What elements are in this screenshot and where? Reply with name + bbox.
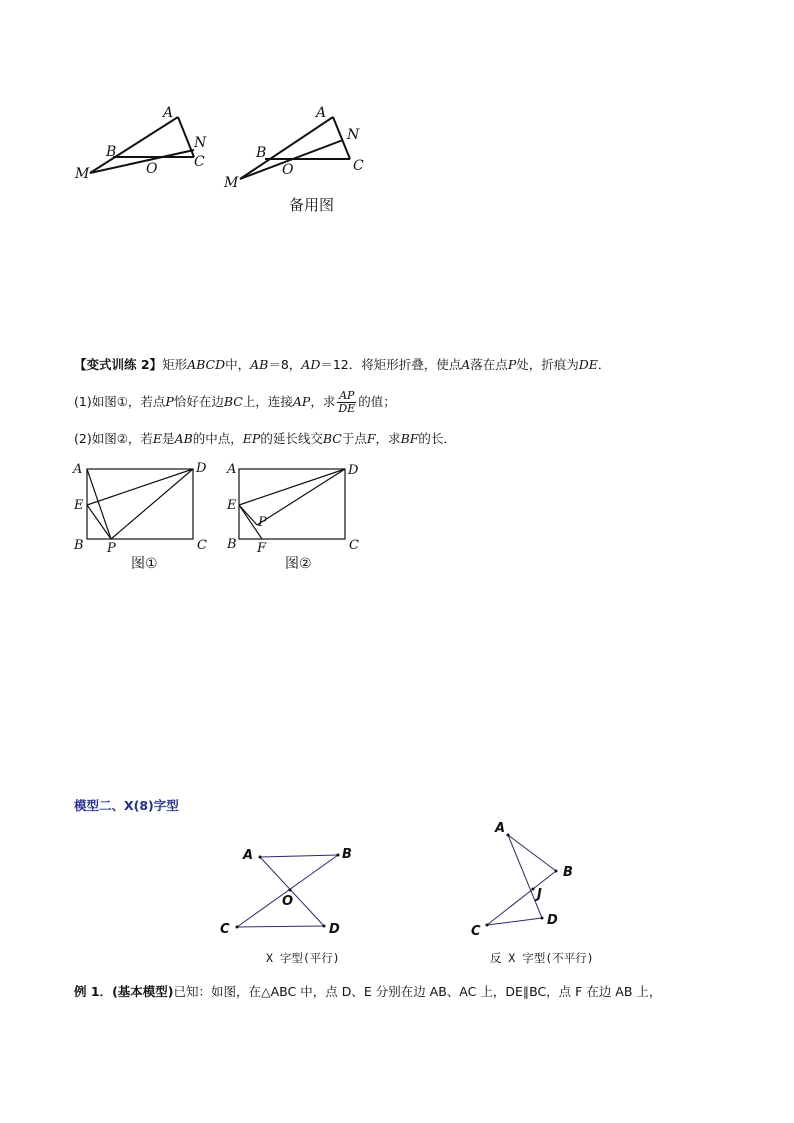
figure-caption: 反 X 字型(不平行) bbox=[490, 951, 594, 965]
x-figure-parallel bbox=[237, 855, 338, 927]
variant-header: 【变式训练 2】 bbox=[74, 357, 163, 372]
text-span: 是 bbox=[162, 431, 175, 446]
label-m: M bbox=[224, 175, 239, 191]
model-2-title: 模型二、X(8)字型 bbox=[74, 798, 179, 813]
text-span: BC bbox=[322, 431, 342, 446]
label-f: F bbox=[257, 541, 267, 556]
text-span: AB bbox=[250, 357, 269, 372]
label-c: C bbox=[220, 922, 230, 937]
question-2 bbox=[74, 431, 456, 447]
example-number: 例 1． bbox=[74, 984, 113, 999]
label-o: O bbox=[282, 162, 294, 178]
text-span: ，求 bbox=[310, 394, 336, 409]
figure-caption: 图① bbox=[131, 556, 158, 572]
label-n: N bbox=[194, 135, 207, 151]
label-a: A bbox=[73, 462, 83, 477]
label-e: E bbox=[227, 498, 237, 513]
label-j: J bbox=[537, 887, 542, 902]
text-span: AD bbox=[301, 357, 321, 372]
text-span: 的值； bbox=[358, 394, 396, 409]
variant-line-1 bbox=[74, 357, 610, 373]
example-tag: (基本模型) bbox=[112, 984, 174, 999]
text-span: 中， bbox=[225, 357, 251, 372]
text-span: EP bbox=[242, 431, 261, 446]
text-span: 矩形 bbox=[162, 357, 188, 372]
text-span: ，求 bbox=[375, 431, 401, 446]
text-span: ABCD bbox=[187, 357, 226, 372]
label-n: N bbox=[347, 127, 360, 143]
example-1 bbox=[74, 984, 661, 1000]
fraction-ap-de bbox=[337, 390, 356, 415]
label-c: C bbox=[197, 538, 207, 553]
text-span: 上，连接 bbox=[242, 394, 293, 409]
text-span: 的中点， bbox=[192, 431, 243, 446]
label-d: D bbox=[196, 461, 207, 476]
label-e: E bbox=[74, 498, 84, 513]
label-b: B bbox=[563, 865, 573, 880]
label-a: A bbox=[243, 848, 254, 863]
text-span: 恰好在边 bbox=[173, 394, 224, 409]
text-span: AB bbox=[174, 431, 193, 446]
text-span: E bbox=[152, 431, 163, 446]
label-c: C bbox=[194, 154, 205, 170]
rectangle-figures bbox=[0, 455, 400, 575]
text-span: P bbox=[507, 357, 517, 372]
label-p: P bbox=[107, 541, 116, 556]
text-span: 的延长线交 bbox=[260, 431, 323, 446]
label-b: B bbox=[227, 537, 237, 552]
label-c: C bbox=[353, 158, 364, 174]
text-span: A bbox=[461, 357, 471, 372]
text-span: F bbox=[366, 431, 376, 446]
label-c: C bbox=[471, 924, 481, 939]
text-span: ＝12．将矩形折叠，使点 bbox=[320, 357, 462, 372]
label-d: D bbox=[329, 922, 340, 937]
text-span: (1)如图①，若点 bbox=[74, 394, 166, 409]
text-span: 落在点 bbox=[470, 357, 508, 372]
text-span: P bbox=[165, 394, 174, 409]
text-span: AP bbox=[339, 389, 355, 402]
reverse-x-figure bbox=[487, 835, 556, 925]
figure-caption: 备用图 bbox=[289, 196, 335, 214]
rectangle-figure-1 bbox=[87, 469, 193, 539]
text-span: (2)如图②，若 bbox=[74, 431, 153, 446]
label-b: B bbox=[74, 538, 84, 553]
label-a: A bbox=[227, 462, 237, 477]
label-a: A bbox=[316, 105, 327, 121]
x-figures bbox=[0, 810, 794, 970]
question-1 bbox=[74, 386, 396, 418]
label-b: B bbox=[106, 144, 117, 160]
figure-caption: 图② bbox=[285, 556, 312, 572]
label-p: P bbox=[258, 515, 267, 530]
text-span: ＝8， bbox=[268, 357, 302, 372]
rectangle-figure-2 bbox=[239, 469, 345, 539]
label-d: D bbox=[547, 913, 558, 928]
label-m: M bbox=[75, 166, 90, 182]
label-c: C bbox=[349, 538, 359, 553]
label-o: O bbox=[282, 894, 294, 909]
label-a: A bbox=[495, 821, 506, 836]
label-b: B bbox=[256, 145, 267, 161]
label-d: D bbox=[348, 463, 359, 478]
text-span: AP bbox=[292, 394, 311, 409]
label-b: B bbox=[342, 847, 352, 862]
text-span: DE bbox=[578, 357, 598, 372]
text-span: 的长． bbox=[418, 431, 456, 446]
example-text: 已知：如图，在△ABC 中，点 D、E 分别在边 AB、AC 上，DE∥BC，点 F 在边 AB 上， bbox=[173, 984, 662, 999]
text-span: DE bbox=[338, 402, 356, 415]
text-span: 于点 bbox=[341, 431, 367, 446]
label-a: A bbox=[163, 105, 174, 121]
top-figures bbox=[0, 0, 794, 230]
text-span: BF bbox=[400, 431, 419, 446]
text-span: BC bbox=[223, 394, 243, 409]
figure-caption: X 字型(平行) bbox=[266, 951, 340, 965]
text-span: 处，折痕为 bbox=[516, 357, 579, 372]
label-o: O bbox=[146, 161, 158, 177]
text-span: ． bbox=[597, 357, 611, 372]
